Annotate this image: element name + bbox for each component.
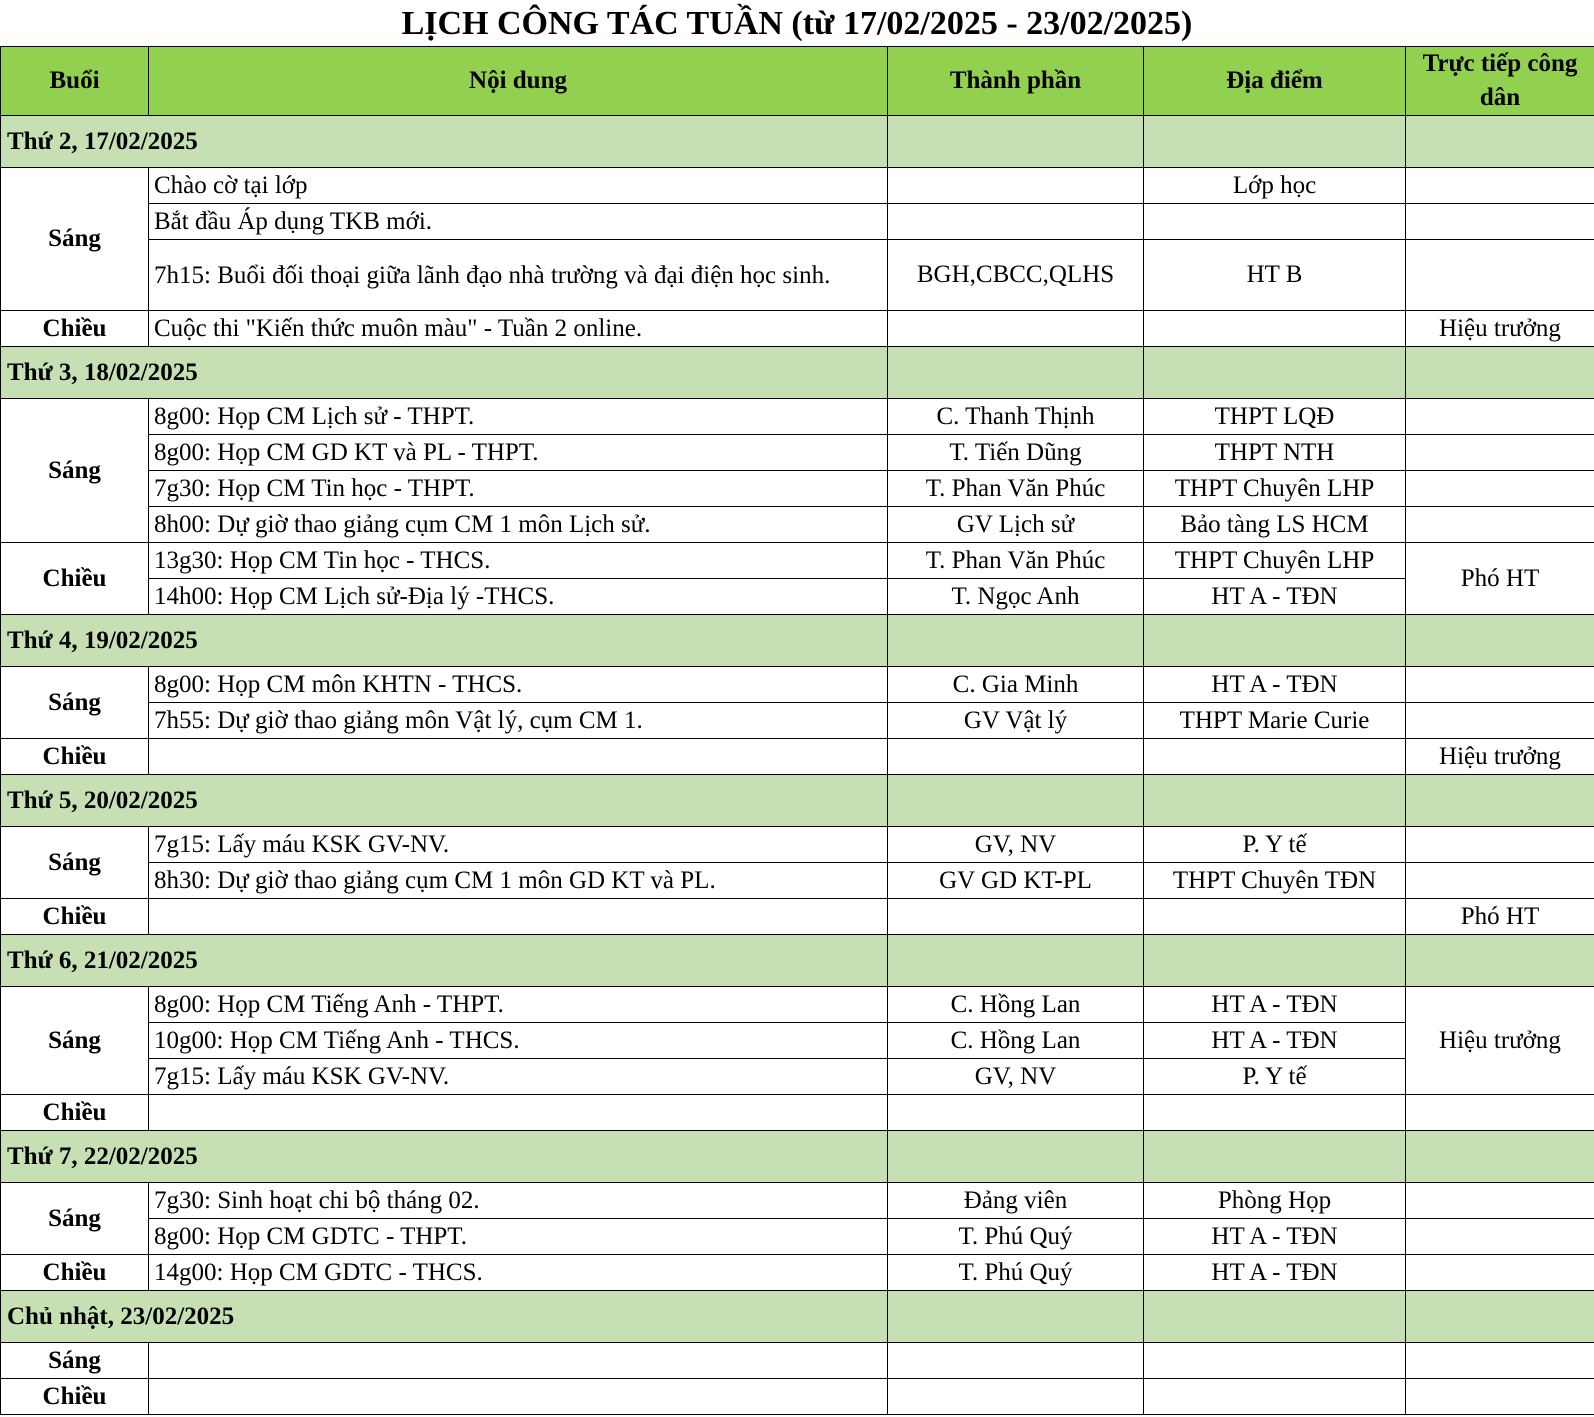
participants-cell: BGH,CBCC,QLHS	[888, 240, 1144, 311]
content-cell: 14g00: Họp CM GDTC - THCS.	[149, 1255, 888, 1291]
location-cell: P. Y tế	[1144, 827, 1406, 863]
location-cell: HT A - TĐN	[1144, 987, 1406, 1023]
content-cell	[149, 899, 888, 935]
day-label: Thứ 5, 20/02/2025	[1, 775, 888, 827]
participants-cell: GV GD KT-PL	[888, 863, 1144, 899]
content-cell: 7g30: Họp CM Tin học - THPT.	[149, 471, 888, 507]
table-row	[1, 507, 1594, 543]
day-label: Thứ 6, 21/02/2025	[1, 935, 888, 987]
content-cell: 13g30: Họp CM Tin học - THCS.	[149, 543, 888, 579]
participants-cell: T. Phan Văn Phúc	[888, 543, 1144, 579]
content-cell: 8g00: Họp CM Tiếng Anh - THPT.	[149, 987, 888, 1023]
participants-cell: GV Vật lý	[888, 703, 1144, 739]
session-label: Sáng	[1, 168, 149, 311]
day-label: Thứ 3, 18/02/2025	[1, 347, 888, 399]
participants-cell: C. Thanh Thịnh	[888, 399, 1144, 435]
session-label: Sáng	[1, 399, 149, 543]
table-row	[1, 1379, 1594, 1415]
table-row	[1, 1023, 1594, 1059]
location-cell	[1144, 1095, 1406, 1131]
participants-cell: GV, NV	[888, 1059, 1144, 1095]
duty-cell	[1406, 1183, 1594, 1219]
duty-cell	[1406, 435, 1594, 471]
duty-cell	[1406, 1255, 1594, 1291]
location-cell: Bảo tàng LS HCM	[1144, 507, 1406, 543]
table-row	[1, 1255, 1594, 1291]
participants-cell	[888, 204, 1144, 240]
location-cell: HT A - TĐN	[1144, 1219, 1406, 1255]
duty-cell	[1406, 168, 1594, 204]
participants-cell	[888, 739, 1144, 775]
participants-cell: T. Phú Quý	[888, 1255, 1144, 1291]
content-cell: 7h15: Buổi đối thoại giữa lãnh đạo nhà trường và đại điện học sinh.	[149, 240, 888, 311]
location-cell: HT A - TĐN	[1144, 1023, 1406, 1059]
content-cell: 7g15: Lấy máu KSK GV-NV.	[149, 1059, 888, 1095]
participants-cell: C. Gia Minh	[888, 667, 1144, 703]
location-cell	[1144, 1343, 1406, 1379]
content-cell: 10g00: Họp CM Tiếng Anh - THCS.	[149, 1023, 888, 1059]
duty-cell	[1406, 703, 1594, 739]
content-cell: 8g00: Họp CM GDTC - THPT.	[149, 1219, 888, 1255]
duty-cell	[1406, 399, 1594, 435]
content-cell: 7h55: Dự giờ thao giảng môn Vật lý, cụm CM 1.	[149, 703, 888, 739]
participants-cell	[888, 168, 1144, 204]
day-label: Chủ nhật, 23/02/2025	[1, 1291, 888, 1343]
session-label: Sáng	[1, 667, 149, 739]
session-label: Sáng	[1, 1343, 149, 1379]
table-row	[1, 1343, 1594, 1379]
location-cell: P. Y tế	[1144, 1059, 1406, 1095]
duty-cell	[1406, 471, 1594, 507]
location-cell: HT B	[1144, 240, 1406, 311]
participants-cell: C. Hồng Lan	[888, 987, 1144, 1023]
session-label: Sáng	[1, 1183, 149, 1255]
day-row	[1, 615, 1594, 667]
header-participants: Thành phần	[888, 47, 1144, 116]
content-cell: 7g15: Lấy máu KSK GV-NV.	[149, 827, 888, 863]
location-cell: Phòng Họp	[1144, 1183, 1406, 1219]
location-cell	[1144, 1379, 1406, 1415]
participants-cell: Đảng viên	[888, 1183, 1144, 1219]
session-label: Chiều	[1, 311, 149, 347]
table-row	[1, 435, 1594, 471]
session-label: Chiều	[1, 1095, 149, 1131]
duty-cell: Hiệu trưởng	[1406, 987, 1594, 1095]
content-cell: 8h00: Dự giờ thao giảng cụm CM 1 môn Lịch sử.	[149, 507, 888, 543]
day-row	[1, 1131, 1594, 1183]
content-cell: Chào cờ tại lớp	[149, 168, 888, 204]
header-duty: Trực tiếp công dân	[1406, 47, 1594, 116]
day-row	[1, 116, 1594, 168]
page-title: LỊCH CÔNG TÁC TUẦN (từ 17/02/2025 - 23/02/2025)	[401, 5, 1193, 42]
location-cell: THPT Marie Curie	[1144, 703, 1406, 739]
table-row	[1, 863, 1594, 899]
table-row	[1, 1183, 1594, 1219]
day-row	[1, 935, 1594, 987]
header-session: Buổi	[1, 47, 149, 116]
duty-cell: Phó HT	[1406, 899, 1594, 935]
day-label: Thứ 2, 17/02/2025	[1, 116, 888, 168]
content-cell: 8g00: Họp CM môn KHTN - THCS.	[149, 667, 888, 703]
participants-cell	[888, 1379, 1144, 1415]
header-content: Nội dung	[149, 47, 888, 116]
content-cell: 14h00: Họp CM Lịch sử-Địa lý -THCS.	[149, 579, 888, 615]
location-cell: THPT LQĐ	[1144, 399, 1406, 435]
participants-cell: C. Hồng Lan	[888, 1023, 1144, 1059]
table-row	[1, 240, 1594, 311]
table-row	[1, 667, 1594, 703]
session-label: Sáng	[1, 827, 149, 899]
table-row	[1, 899, 1594, 935]
table-row	[1, 204, 1594, 240]
table-row	[1, 579, 1594, 615]
location-cell: THPT Chuyên LHP	[1144, 471, 1406, 507]
content-cell: 7g30: Sinh hoạt chi bộ tháng 02.	[149, 1183, 888, 1219]
location-cell: THPT Chuyên TĐN	[1144, 863, 1406, 899]
duty-cell: Hiệu trưởng	[1406, 311, 1594, 347]
content-cell: 8g00: Họp CM Lịch sử - THPT.	[149, 399, 888, 435]
content-cell	[149, 1343, 888, 1379]
participants-cell: GV Lịch sử	[888, 507, 1144, 543]
duty-cell	[1406, 827, 1594, 863]
participants-cell	[888, 899, 1144, 935]
location-cell: HT A - TĐN	[1144, 579, 1406, 615]
location-cell: THPT Chuyên LHP	[1144, 543, 1406, 579]
content-cell	[149, 1379, 888, 1415]
participants-cell: T. Phú Quý	[888, 1219, 1144, 1255]
table-row	[1, 471, 1594, 507]
content-cell	[149, 739, 888, 775]
content-cell	[149, 1095, 888, 1131]
day-label: Thứ 7, 22/02/2025	[1, 1131, 888, 1183]
duty-cell	[1406, 863, 1594, 899]
participants-cell	[888, 1095, 1144, 1131]
schedule-table	[0, 46, 1594, 1415]
day-row	[1, 347, 1594, 399]
day-row	[1, 775, 1594, 827]
day-label: Thứ 4, 19/02/2025	[1, 615, 888, 667]
header-row	[1, 47, 1594, 116]
participants-cell: GV, NV	[888, 827, 1144, 863]
table-row	[1, 1219, 1594, 1255]
duty-cell	[1406, 507, 1594, 543]
duty-cell	[1406, 1379, 1594, 1415]
table-row	[1, 827, 1594, 863]
duty-cell: Phó HT	[1406, 543, 1594, 615]
session-label: Chiều	[1, 899, 149, 935]
session-label: Chiều	[1, 1255, 149, 1291]
location-cell: HT A - TĐN	[1144, 1255, 1406, 1291]
session-label: Chiều	[1, 1379, 149, 1415]
location-cell: THPT NTH	[1144, 435, 1406, 471]
content-cell: 8g00: Họp CM GD KT và PL - THPT.	[149, 435, 888, 471]
content-cell: Cuộc thi "Kiến thức muôn màu" - Tuần 2 online.	[149, 311, 888, 347]
location-cell	[1144, 311, 1406, 347]
duty-cell	[1406, 204, 1594, 240]
table-row	[1, 1095, 1594, 1131]
day-row	[1, 1291, 1594, 1343]
table-row	[1, 739, 1594, 775]
participants-cell: T. Ngọc Anh	[888, 579, 1144, 615]
duty-cell	[1406, 1095, 1594, 1131]
table-row	[1, 703, 1594, 739]
session-label: Chiều	[1, 543, 149, 615]
duty-cell	[1406, 667, 1594, 703]
duty-cell	[1406, 1343, 1594, 1379]
duty-cell	[1406, 240, 1594, 311]
table-row	[1, 399, 1594, 435]
location-cell: HT A - TĐN	[1144, 667, 1406, 703]
table-row	[1, 1059, 1594, 1095]
location-cell: Lớp học	[1144, 168, 1406, 204]
participants-cell	[888, 1343, 1144, 1379]
location-cell	[1144, 899, 1406, 935]
participants-cell	[888, 311, 1144, 347]
session-label: Sáng	[1, 987, 149, 1095]
location-cell	[1144, 739, 1406, 775]
participants-cell: T. Tiến Dũng	[888, 435, 1144, 471]
table-row	[1, 168, 1594, 204]
duty-cell	[1406, 1219, 1594, 1255]
table-row	[1, 987, 1594, 1023]
content-cell: Bắt đầu Áp dụng TKB mới.	[149, 204, 888, 240]
participants-cell: T. Phan Văn Phúc	[888, 471, 1144, 507]
location-cell	[1144, 204, 1406, 240]
session-label: Chiều	[1, 739, 149, 775]
content-cell: 8h30: Dự giờ thao giảng cụm CM 1 môn GD KT và PL.	[149, 863, 888, 899]
table-row	[1, 543, 1594, 579]
header-location: Địa điểm	[1144, 47, 1406, 116]
duty-cell: Hiệu trưởng	[1406, 739, 1594, 775]
table-row	[1, 311, 1594, 347]
